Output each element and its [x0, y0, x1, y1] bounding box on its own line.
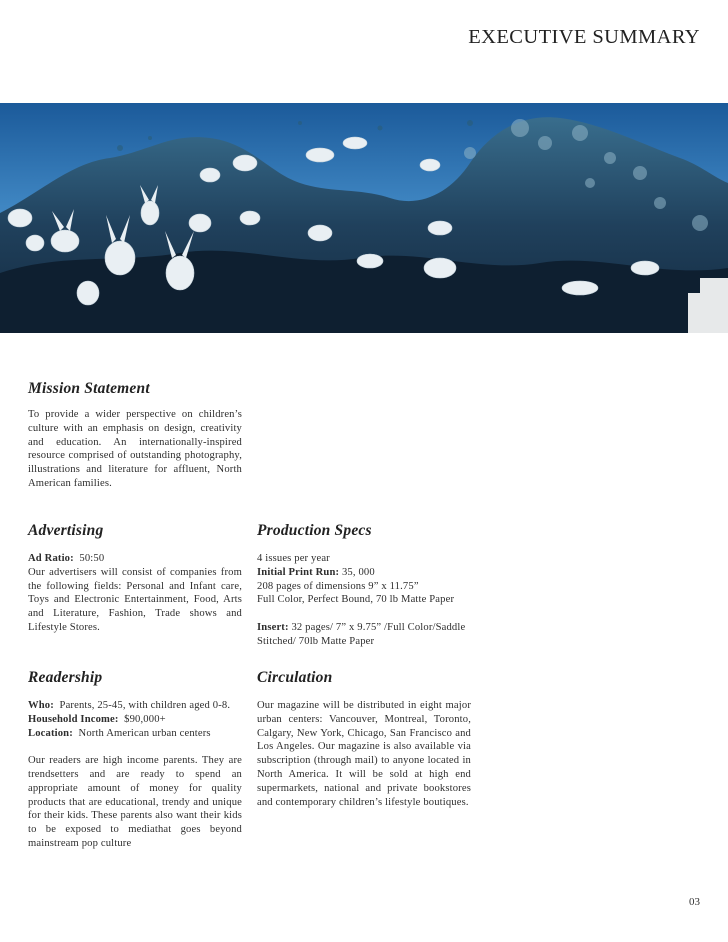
finish-spec: Full Color, Perfect Bound, 70 lb Matte Paper — [257, 594, 455, 606]
income-label: Household Income: — [28, 713, 119, 725]
ad-ratio-line — [28, 552, 242, 566]
mission-heading: Mission Statement — [28, 380, 150, 397]
advertising-section — [28, 522, 242, 635]
location-label: Location: — [28, 727, 73, 739]
print-run-line — [257, 566, 471, 580]
income-value: $90,000+ — [124, 713, 166, 725]
ad-ratio-value: 50:50 — [79, 553, 105, 564]
advertising-heading: Advertising — [28, 522, 104, 539]
circulation-heading: Circulation — [257, 669, 333, 686]
readership-body — [28, 699, 242, 851]
readership-heading: Readership — [28, 669, 103, 686]
mission-section — [28, 380, 242, 491]
mission-text: To provide a wider perspective on children’s culture with an emphasis on design, creativity and education. An internationally-inspired resource comprised of outstanding photography, illustrations and literature for affluent, North American families. — [28, 409, 242, 489]
insert-value: 32 pages/ 7” x 9.75” /Full Color/Saddle Stitched/ 70lb Matte Paper — [257, 621, 466, 647]
page-title: EXECUTIVE SUMMARY — [468, 26, 700, 48]
location-value: North American urban centers — [78, 727, 211, 739]
circulation-section — [257, 669, 471, 809]
production-body — [257, 552, 471, 649]
readership-text: Our readers are high income parents. They are trendsetters and are ready to spend an appropriate amount of money for quality products that are educational, trendy and unique for their kids. These parents also want their kids to be exposed to mediathat goes beyond mainstream pop culture — [28, 755, 242, 849]
who-value: Parents, 25-45, with children aged 0-8. — [59, 700, 231, 711]
insert-line — [257, 621, 471, 649]
readership-section — [28, 669, 242, 851]
production-heading: Production Specs — [257, 522, 372, 539]
page-dimensions: 208 pages of dimensions 9” x 11.75” — [257, 580, 419, 592]
circulation-text: Our magazine will be distributed in eight major urban centers: Vancouver, Montreal, Toronto, Calgary, New York, Chicago, San Francisco and Los Angeles. Our magazine is also available via subscription (through mail) to anyone located in North America. It will be sold at high end supermarkets, national and private bookstores and contemporary children’s lifestyle boutiques. — [257, 700, 471, 808]
print-run-label: Initial Print Run: — [257, 566, 340, 578]
ad-ratio-label: Ad Ratio: — [28, 553, 74, 564]
issues-per-year: 4 issues per year — [257, 553, 330, 564]
advertising-body — [28, 552, 242, 635]
page-number: 03 — [689, 896, 700, 908]
advertising-text: Our advertisers will consist of companies from the following fields: Personal and Infant care, Toys and Electronic Entertainment, Food, Arts and Literature, Fashion, Trade shows and Lifestyle Stores. — [28, 566, 242, 633]
insert-label: Insert: — [257, 621, 289, 633]
who-line — [28, 699, 242, 713]
location-line — [28, 727, 242, 741]
print-run-value: 35, 000 — [341, 566, 375, 578]
income-line — [28, 713, 242, 727]
underwater-bunny-illustration — [0, 103, 728, 333]
production-section — [257, 522, 471, 649]
who-label: Who: — [28, 700, 54, 711]
